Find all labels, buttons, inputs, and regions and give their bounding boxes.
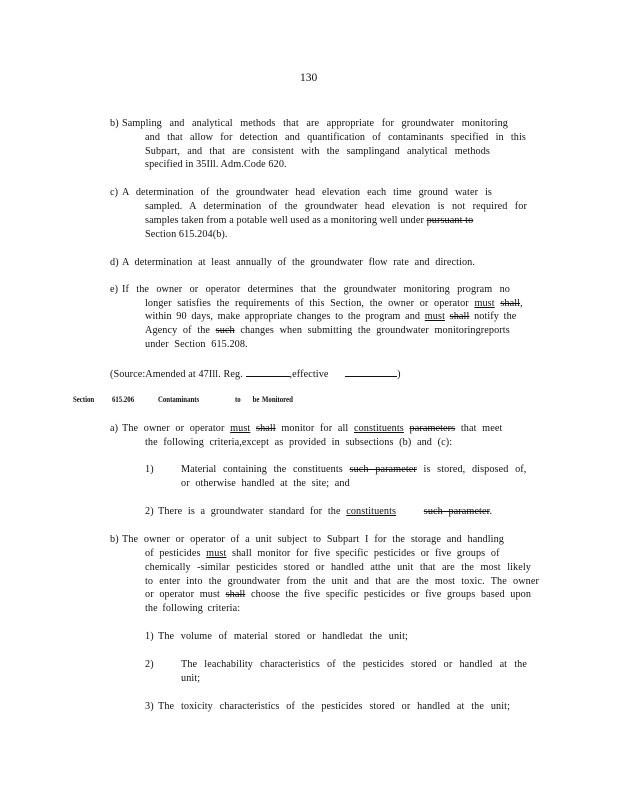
section-title-2: to be bbox=[235, 395, 260, 404]
item-e-line-2-text: longer satisfies the requirements of this Section, the owner or operator bbox=[145, 298, 469, 309]
source-effective: ,effective bbox=[289, 369, 329, 380]
sec-b-line-2-text: of pesticides bbox=[145, 548, 201, 559]
struck-text: pursuant to bbox=[426, 215, 474, 226]
inserted-text: must bbox=[474, 298, 495, 309]
item-c-line-3-text: samples taken from a potable well used as a monitoring well under bbox=[145, 215, 424, 226]
sec-b-item-2-label: 2) bbox=[145, 659, 154, 670]
section-title-3: Monitored bbox=[262, 395, 293, 404]
inserted-text: must bbox=[424, 311, 445, 322]
item-b-line-2: and that allow for detection and quantification of contaminants specified in this bbox=[145, 132, 526, 143]
item-e-line-5: under Section 615.208. bbox=[145, 339, 248, 350]
sec-a-line-1-mid: monitor for all bbox=[281, 423, 349, 434]
sec-b-item-1: The volume of material stored or handledat the unit; bbox=[158, 631, 408, 642]
item-c-line-1: A determination of the groundwater head elevation each time ground water is bbox=[122, 187, 492, 198]
sec-b-line-4: to enter into the groundwater from the unit and that are the most toxic. The owner bbox=[145, 576, 539, 587]
blank-line bbox=[345, 366, 397, 377]
inserted-text: must bbox=[206, 548, 227, 559]
sec-a-line-1 bbox=[122, 422, 502, 435]
sec-b-line-5-text: or operator must bbox=[145, 589, 220, 600]
page-number: 130 bbox=[300, 72, 318, 84]
sec-a-line-1-tail: that meet bbox=[460, 423, 503, 434]
item-e-line-3-text: within 90 days, make appropriate changes to the program and bbox=[145, 311, 421, 322]
source-note bbox=[110, 366, 401, 381]
item-e-line-3 bbox=[145, 310, 516, 323]
blank-line bbox=[246, 366, 290, 377]
sec-a-item-2-period: . bbox=[489, 506, 493, 517]
sec-b-label: b) bbox=[110, 534, 119, 545]
section-number: 615.206 bbox=[112, 395, 135, 404]
sec-a-item-1-label: 1) bbox=[145, 464, 154, 475]
sec-a-item-1-tail: is stored, disposed of, bbox=[423, 464, 527, 475]
item-c-label: c) bbox=[110, 187, 119, 198]
item-b-line-1: Sampling and analytical methods that are appropriate for groundwater monitoring bbox=[122, 118, 508, 129]
sec-b-item-3-label: 3) bbox=[145, 701, 154, 712]
sec-a-line-1-text: The owner or operator bbox=[122, 423, 225, 434]
source-close: ) bbox=[397, 369, 401, 380]
item-e-comma: , bbox=[520, 298, 523, 309]
item-c-line-3 bbox=[145, 214, 473, 227]
item-c-line-2: sampled. A determination of the groundwater head elevation is not required for bbox=[145, 201, 527, 212]
sec-b-item-2-line-1: The leachability characteristics of the pesticides stored or handled at the bbox=[181, 659, 527, 670]
sec-b-line-2-tail: shall monitor for five specific pesticides or five groups of bbox=[232, 548, 500, 559]
inserted-text: constituents bbox=[353, 423, 404, 434]
section-title-1: Contaminants bbox=[158, 395, 200, 404]
sec-a-line-2: the following criteria,except as provided in subsections (b) and (c): bbox=[145, 437, 453, 448]
sec-a-item-1-line-1 bbox=[181, 463, 526, 476]
sec-a-item-2-text: There is a groundwater standard for the bbox=[158, 506, 341, 517]
sec-b-line-2 bbox=[145, 547, 500, 560]
struck-text: such bbox=[215, 325, 235, 336]
inserted-text: constituents bbox=[346, 506, 397, 517]
sec-a-item-1-text: Material containing the constituents bbox=[181, 464, 343, 475]
struck-text: such parameter bbox=[423, 506, 490, 517]
item-b-line-3: Subpart, and that are consistent with the samplingand analytical methods bbox=[145, 146, 490, 157]
source-text: (Source:Amended at 47Ill. Reg. bbox=[110, 369, 243, 380]
struck-text: such parameter bbox=[349, 464, 417, 475]
item-c-line-4: Section 615.204(b). bbox=[145, 229, 228, 240]
item-e-label: e) bbox=[110, 284, 119, 295]
sec-a-label: a) bbox=[110, 423, 119, 434]
sec-b-line-6: the following criteria: bbox=[145, 603, 241, 614]
struck-text: shall bbox=[500, 298, 521, 309]
section-label: Section bbox=[73, 395, 95, 404]
sec-b-item-3: The toxicity characteristics of the pesticides stored or handled at the unit; bbox=[158, 701, 510, 712]
item-b-line-4: specified in 35Ill. Adm.Code 620. bbox=[145, 159, 287, 170]
sec-a-item-2-label: 2) bbox=[145, 506, 154, 517]
inserted-text: must bbox=[230, 423, 251, 434]
sec-a-item-1-line-2: or otherwise handled at the site; and bbox=[181, 478, 350, 489]
item-e-line-4-tail: changes when submitting the groundwater monitoringreports bbox=[240, 325, 510, 336]
sec-b-line-5 bbox=[145, 588, 531, 601]
sec-b-line-3: chemically -similar pesticides stored or handled atthe unit that are the most likely bbox=[145, 562, 531, 573]
item-d-text: A determination at least annually of the groundwater flow rate and direction. bbox=[122, 257, 476, 268]
item-b-label: b) bbox=[110, 118, 119, 129]
item-e-line-4 bbox=[145, 324, 510, 337]
sec-b-line-5-tail: choose the five specific pesticides or five groups based upon bbox=[251, 589, 532, 600]
sec-b-line-1: The owner or operator of a unit subject to Subpart I for the storage and handling bbox=[122, 534, 504, 545]
item-e-line-3-tail: notify the bbox=[474, 311, 517, 322]
struck-text: parameters bbox=[409, 423, 456, 434]
struck-text: shall bbox=[225, 589, 246, 600]
sec-b-item-1-label: 1) bbox=[145, 631, 154, 642]
item-e-line-2 bbox=[145, 297, 523, 310]
item-d-label: d) bbox=[110, 257, 119, 268]
struck-text: shall bbox=[449, 311, 470, 322]
sec-a-item-2 bbox=[158, 505, 492, 518]
item-e-line-4-text: Agency of the bbox=[145, 325, 211, 336]
struck-text: shall bbox=[256, 423, 276, 434]
sec-b-item-2-line-2: unit; bbox=[181, 673, 201, 684]
item-e-line-1: If the owner or operator determines that the groundwater monitoring program no bbox=[122, 284, 510, 295]
